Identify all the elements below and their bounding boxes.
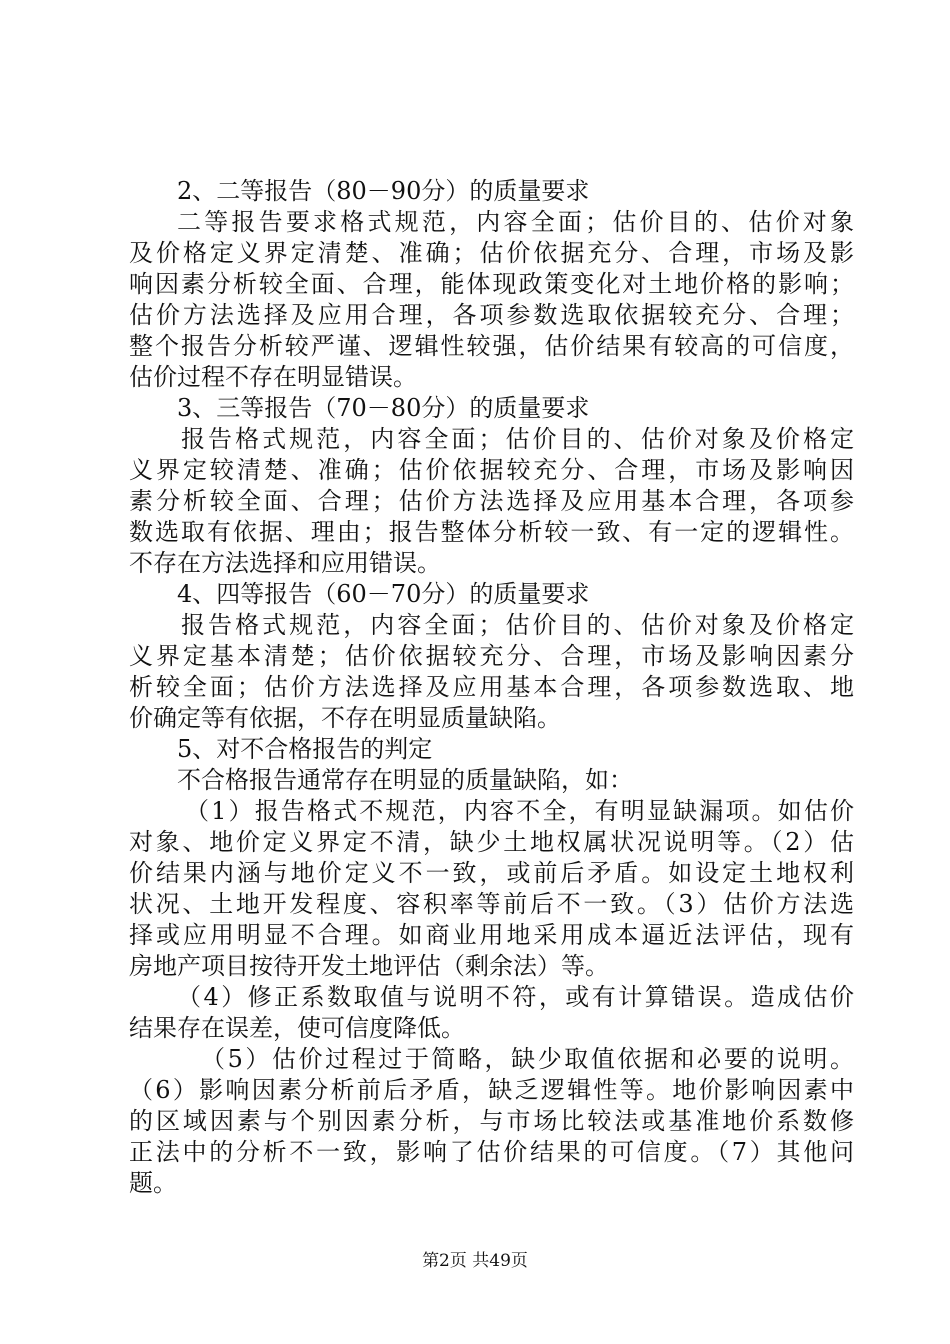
text-line: 估价方法选择及应用合理，各项参数选取依据较充分、合理； [129, 301, 854, 329]
text-line: 及价格定义界定清楚、准确；估价依据充分、合理，市场及影 [129, 239, 854, 267]
text-line: 整个报告分析较严谨、逻辑性较强，估价结果有较高的可信度， [129, 332, 854, 360]
text-line: 估价过程不存在明显错误。 [129, 363, 417, 391]
page-footer: 第2页 共49页 [422, 1251, 528, 1271]
text-line: 义界定基本清楚；估价依据较充分、合理，市场及影响因素分 [129, 642, 854, 670]
text-line: 5、对不合格报告的判定 [177, 735, 433, 763]
text-line: （6）影响因素分析前后矛盾，缺乏逻辑性等。地价影响因素中 [129, 1076, 854, 1104]
text-line: 正法中的分析不一致，影响了估价结果的可信度。（7）其他问 [129, 1138, 854, 1166]
text-line: 题。 [129, 1169, 177, 1197]
text-line: 报告格式规范，内容全面；估价目的、估价对象及价格定 [181, 611, 854, 639]
text-line: 二等报告要求格式规范，内容全面；估价目的、估价对象 [177, 208, 854, 236]
text-line: 状况、土地开发程度、容积率等前后不一致。（3）估价方法选 [129, 890, 854, 918]
text-line: 3、三等报告（70－80分）的质量要求 [177, 394, 590, 422]
document-body [129, 176, 854, 1199]
text-line: 价确定等有依据，不存在明显质量缺陷。 [129, 704, 561, 732]
text-line: （5）估价过程过于简略，缺少取值依据和必要的说明。 [201, 1045, 854, 1073]
text-line: 素分析较全面、合理；估价方法选择及应用基本合理，各项参 [129, 487, 854, 515]
text-line: 择或应用明显不合理。如商业用地采用成本逼近法评估，现有 [129, 921, 854, 949]
text-line: 的区域因素与个别因素分析，与市场比较法或基准地价系数修 [129, 1107, 854, 1135]
text-line: （1）报告格式不规范，内容不全，有明显缺漏项。如估价 [185, 797, 854, 825]
text-line: 2、二等报告（80－90分）的质量要求 [177, 177, 590, 205]
text-line: 义界定较清楚、准确；估价依据较充分、合理，市场及影响因 [129, 456, 854, 484]
text-line: 不合格报告通常存在明显的质量缺陷，如： [177, 766, 633, 794]
text-line: 响因素分析较全面、合理，能体现政策变化对土地价格的影响； [129, 270, 854, 298]
text-line: （4）修正系数取值与说明不符，或有计算错误。造成估价 [177, 983, 854, 1011]
text-line: 不存在方法选择和应用错误。 [129, 549, 441, 577]
text-line: 房地产项目按待开发土地评估（剩余法）等。 [129, 952, 609, 980]
text-line: 数选取有依据、理由；报告整体分析较一致、有一定的逻辑性。 [129, 518, 854, 546]
text-line: 报告格式规范，内容全面；估价目的、估价对象及价格定 [181, 425, 854, 453]
text-line: 对象、地价定义界定不清，缺少土地权属状况说明等。（2）估 [129, 828, 854, 856]
text-line: 结果存在误差，使可信度降低。 [129, 1014, 465, 1042]
text-line: 4、四等报告（60－70分）的质量要求 [177, 580, 590, 608]
text-line: 析较全面；估价方法选择及应用基本合理，各项参数选取、地 [129, 673, 854, 701]
text-line: 价结果内涵与地价定义不一致，或前后矛盾。如设定土地权利 [129, 859, 854, 887]
